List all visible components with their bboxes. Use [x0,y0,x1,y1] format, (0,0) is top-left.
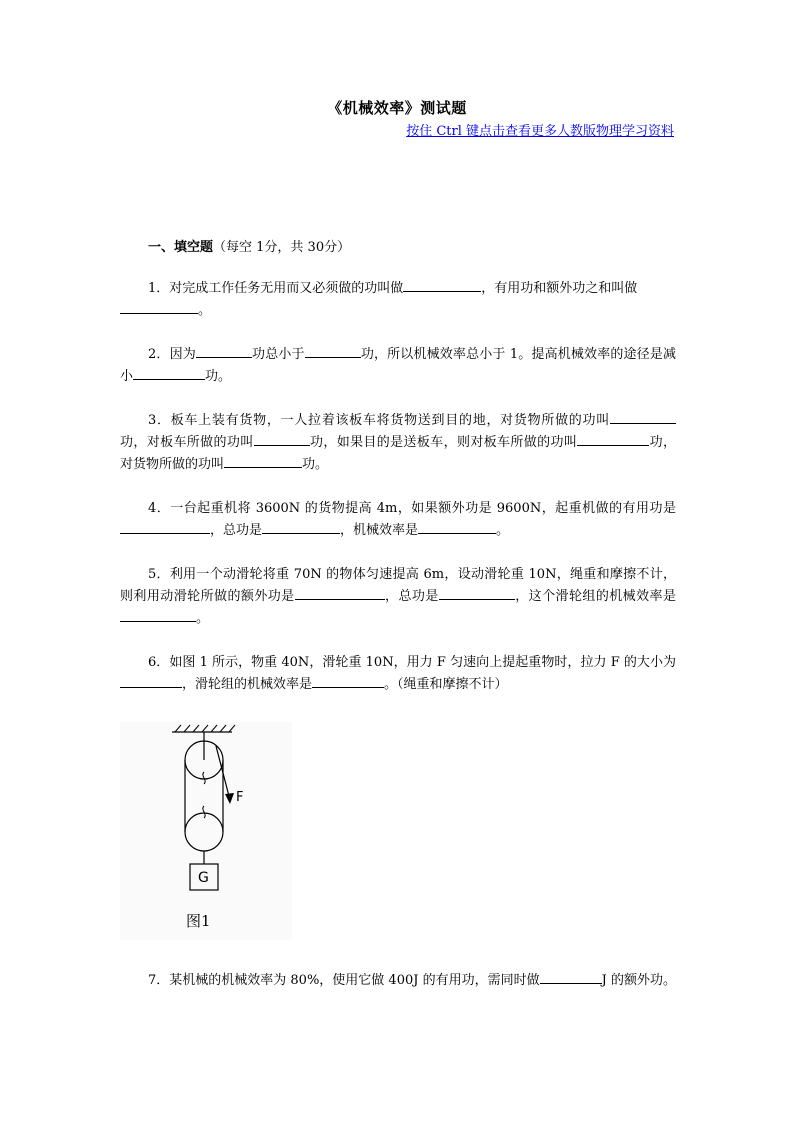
question-2 [120,344,676,388]
q6-text-3: 。（绳重和摩擦不计） [384,677,508,692]
q3-text-5: 功。 [302,457,329,472]
q5-blank-2 [439,587,515,600]
q2-text-2: 功总小于 [251,347,305,362]
q2-blank-2 [305,345,361,358]
q4-text-2: ，总功是 [210,523,263,538]
question-4 [120,498,676,542]
question-6 [120,652,676,696]
q2-text-3: 功，所以机械效率总小于 1。提高机械效率的途径是减小 [120,347,676,384]
q3-blank-4 [224,455,302,468]
question-7 [120,970,676,992]
more-materials-link[interactable]: 按住 Ctrl 键点击查看更多人教版物理学习资料 [406,124,674,139]
q7-blank-1 [540,971,602,984]
q5-text-1: 5．利用一个动滑轮将重 70N 的物体匀速提高 6m，设动滑轮重 10N，绳重和摩擦不计，则利用动滑轮所做的额外功是 [120,567,676,604]
question-5 [120,564,676,630]
pulley-figure [120,722,292,940]
force-arrow-head [225,793,234,804]
q1-blank-1 [403,279,481,292]
q6-blank-2 [312,675,384,688]
movable-pulley [185,813,223,851]
q5-blank-1 [295,587,385,600]
q7-text-2: J 的额外功。 [601,973,676,988]
q3-blank-3 [577,433,649,446]
force-label: F [236,790,244,805]
section-heading-note: （每空 1分，共 30分） [213,240,351,255]
q7-text-1: 7．某机械的机械效率为 80%，使用它做 400J 的有用功，需同时做 [148,973,540,988]
q3-text-3: 功，如果目的是送板车，则对板车所做的功叫 [309,435,578,450]
q5-text-2: ，总功是 [384,589,439,604]
rope-hook-lower [203,806,205,818]
q2-blank-3 [133,367,205,380]
ceiling-hatching [175,725,235,732]
q1-text-1: 1．对完成工作任务无用而又必须做的功叫做 [148,281,404,296]
q1-text-2: ，有用功和额外功之和叫做 [481,281,638,296]
section-heading-title: 一、填空题 [148,240,214,255]
q6-text-2: ，滑轮组的机械效率是 [182,677,313,692]
q4-blank-3 [418,521,496,534]
figure-caption: 图1 [186,912,211,930]
page-title: 《机械效率》测试题 [327,99,467,117]
q6-text-1: 6．如图 1 所示，物重 40N，滑轮重 10N，用力 F 匀速向上提起重物时，拉力 F 的大小为 [148,655,676,670]
q4-text-3: ，机械效率是 [340,523,419,538]
q5-blank-3 [120,609,196,622]
q5-text-3: ，这个滑轮组的机械效率是 [514,589,676,604]
q4-text-4: 。 [496,523,510,538]
q5-text-4: 。 [196,611,210,626]
weight-label: G [198,870,209,886]
q4-blank-1 [120,521,210,534]
q3-text-1: 3．板车上装有货物，一人拉着该板车将货物送到目的地，对货物所做的功叫 [148,413,610,428]
q2-blank-1 [196,345,252,358]
q3-blank-2 [254,433,310,446]
q2-text-1: 2．因为 [148,347,196,362]
q3-text-4: 功，对货物所做的功叫 [120,435,676,472]
rope-hook-upper [203,772,205,784]
q3-blank-1 [610,411,676,424]
question-1 [120,278,676,322]
question-3 [120,410,676,476]
q6-blank-1 [120,675,182,688]
q1-blank-2 [120,301,198,314]
q4-text-1: 4．一台起重机将 3600N 的货物提高 4m，如果额外功是 9600N，起重机做的有用功是 [148,501,676,516]
q4-blank-2 [262,521,340,534]
q3-text-2: 功，对板车所做的功叫 [120,435,254,450]
section-heading [148,236,350,255]
pulley-diagram [120,722,292,940]
q2-text-4: 功。 [205,369,232,384]
q1-text-3: 。 [198,303,212,318]
